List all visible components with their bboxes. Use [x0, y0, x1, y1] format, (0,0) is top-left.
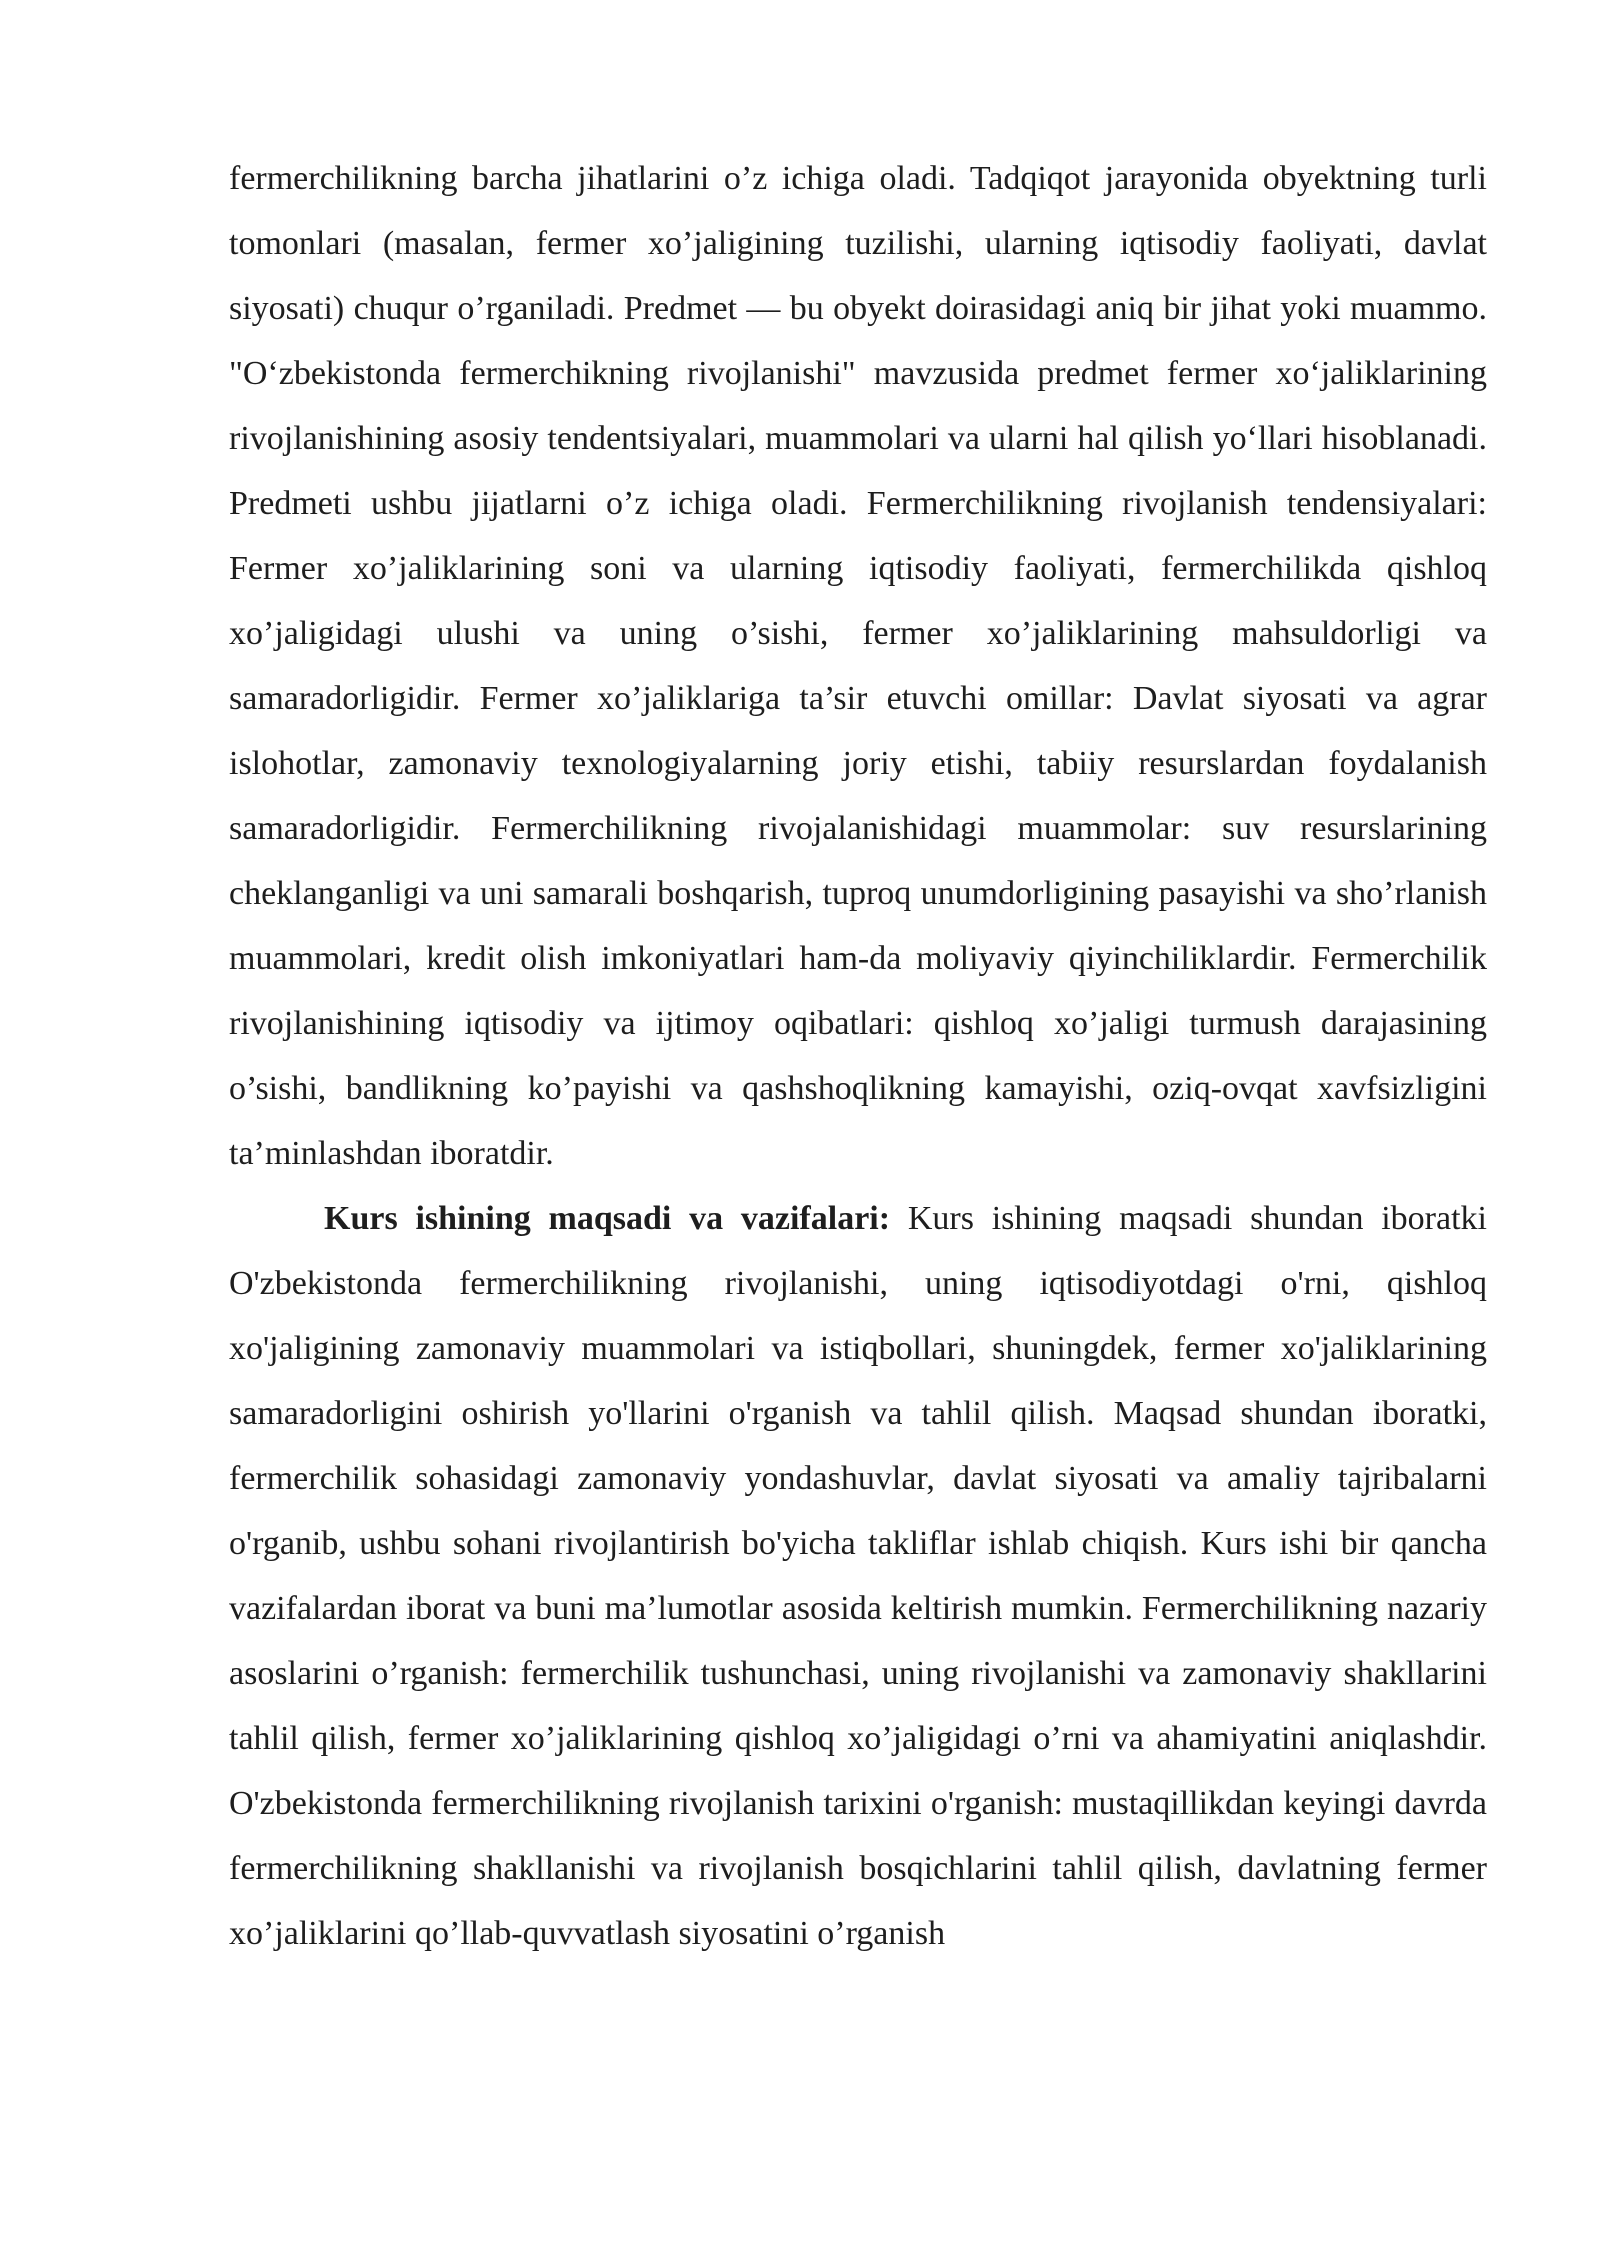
- section-heading: Kurs ishining maqsadi va vazifalari:: [324, 1200, 891, 1237]
- paragraph-text: Kurs ishining maqsadi shundan iboratki O'zbekistonda fermerchilikning rivojlanishi, uning iqtisodiyotdagi o'rni, qishloq xo'jaligining zamonaviy muammolari va istiqbollari, shuningdek, fermer xo'jaliklarining samaradorligini oshirish yo'llarini o'rganish va tahlil qilish. Maqsad shundan iboratki, fermerchilik sohasidagi zamonaviy yondashuvlar, davlat siyosati va amaliy tajribalarni o'rganib, ushbu sohani rivojlantirish bo'yicha takliflar ishlab chiqish. Kurs ishi bir qancha vazifalardan iborat va buni ma’lumotlar asosida keltirish mumkin. Fermerchilikning nazariy asoslarini o’rganish: fermerchilik tushunchasi, uning rivojlanishi va zamonaviy shakllarini tahlil qilish, fermer xo’jaliklarining qishloq xo’jaligidagi o’rni va ahamiyatini aniqlashdir. O'zbekistonda fermerchilikning rivojlanish tarixini o'rganish: mustaqillikdan keyingi davrda fermerchilikning shakllanishi va rivojlanish bosqichlarini tahlil qilish, davlatning fermer xo’jaliklarini qo’llab-quvvatlash siyosatini o’rganish: [229, 1200, 1487, 1952]
- paragraph-course-goals: [229, 1186, 1487, 1966]
- paragraph-research-subject: [229, 146, 1487, 1186]
- body-text: [229, 146, 1487, 1966]
- paragraph-text: fermerchilikning barcha jihatlarini o’z ichiga oladi. Tadqiqot jarayonida obyektning turli tomonlari (masalan, fermer xo’jaligining tuzilishi, ularning iqtisodiy faoliyati, davlat siyosati) chuqur o’rganiladi. Predmet — bu obyekt doirasidagi aniq bir jihat yoki muammo. "O‘zbekistonda fermerchikning rivojlanishi" mavzusida predmet fermer xo‘jaliklarining rivojlanishining asosiy tendentsiyalari, muammolari va ularni hal qilish yo‘llari hisoblanadi. Predmeti ushbu jijatlarni o’z ichiga oladi. Fermerchilikning rivojlanish tendensiyalari: Fermer xo’jaliklarining soni va ularning iqtisodiy faoliyati, fermerchilikda qishloq xo’jaligidagi ulushi va uning o’sishi, fermer xo’jaliklarining mahsuldorligi va samaradorligidir. Fermer xo’jaliklariga ta’sir etuvchi omillar: Davlat siyosati va agrar islohotlar, zamonaviy texnologiyalarning joriy etishi, tabiiy resurslardan foydalanish samaradorligidir. Fermerchilikning rivojalanishidagi muammolar: suv resurslarining cheklanganligi va uni samarali boshqarish, tuproq unumdorligining pasayishi va sho’rlanish muammolari, kredit olish imkoniyatlari ham-da moliyaviy qiyinchiliklardir. Fermerchilik rivojlanishining iqtisodiy va ijtimoy oqibatlari: qishloq xo’jaligi turmush darajasining o’sishi, bandlikning ko’payishi va qashshoqlikning kamayishi, oziq-ovqat xavfsizligini ta’minlashdan iboratdir.: [229, 160, 1487, 1172]
